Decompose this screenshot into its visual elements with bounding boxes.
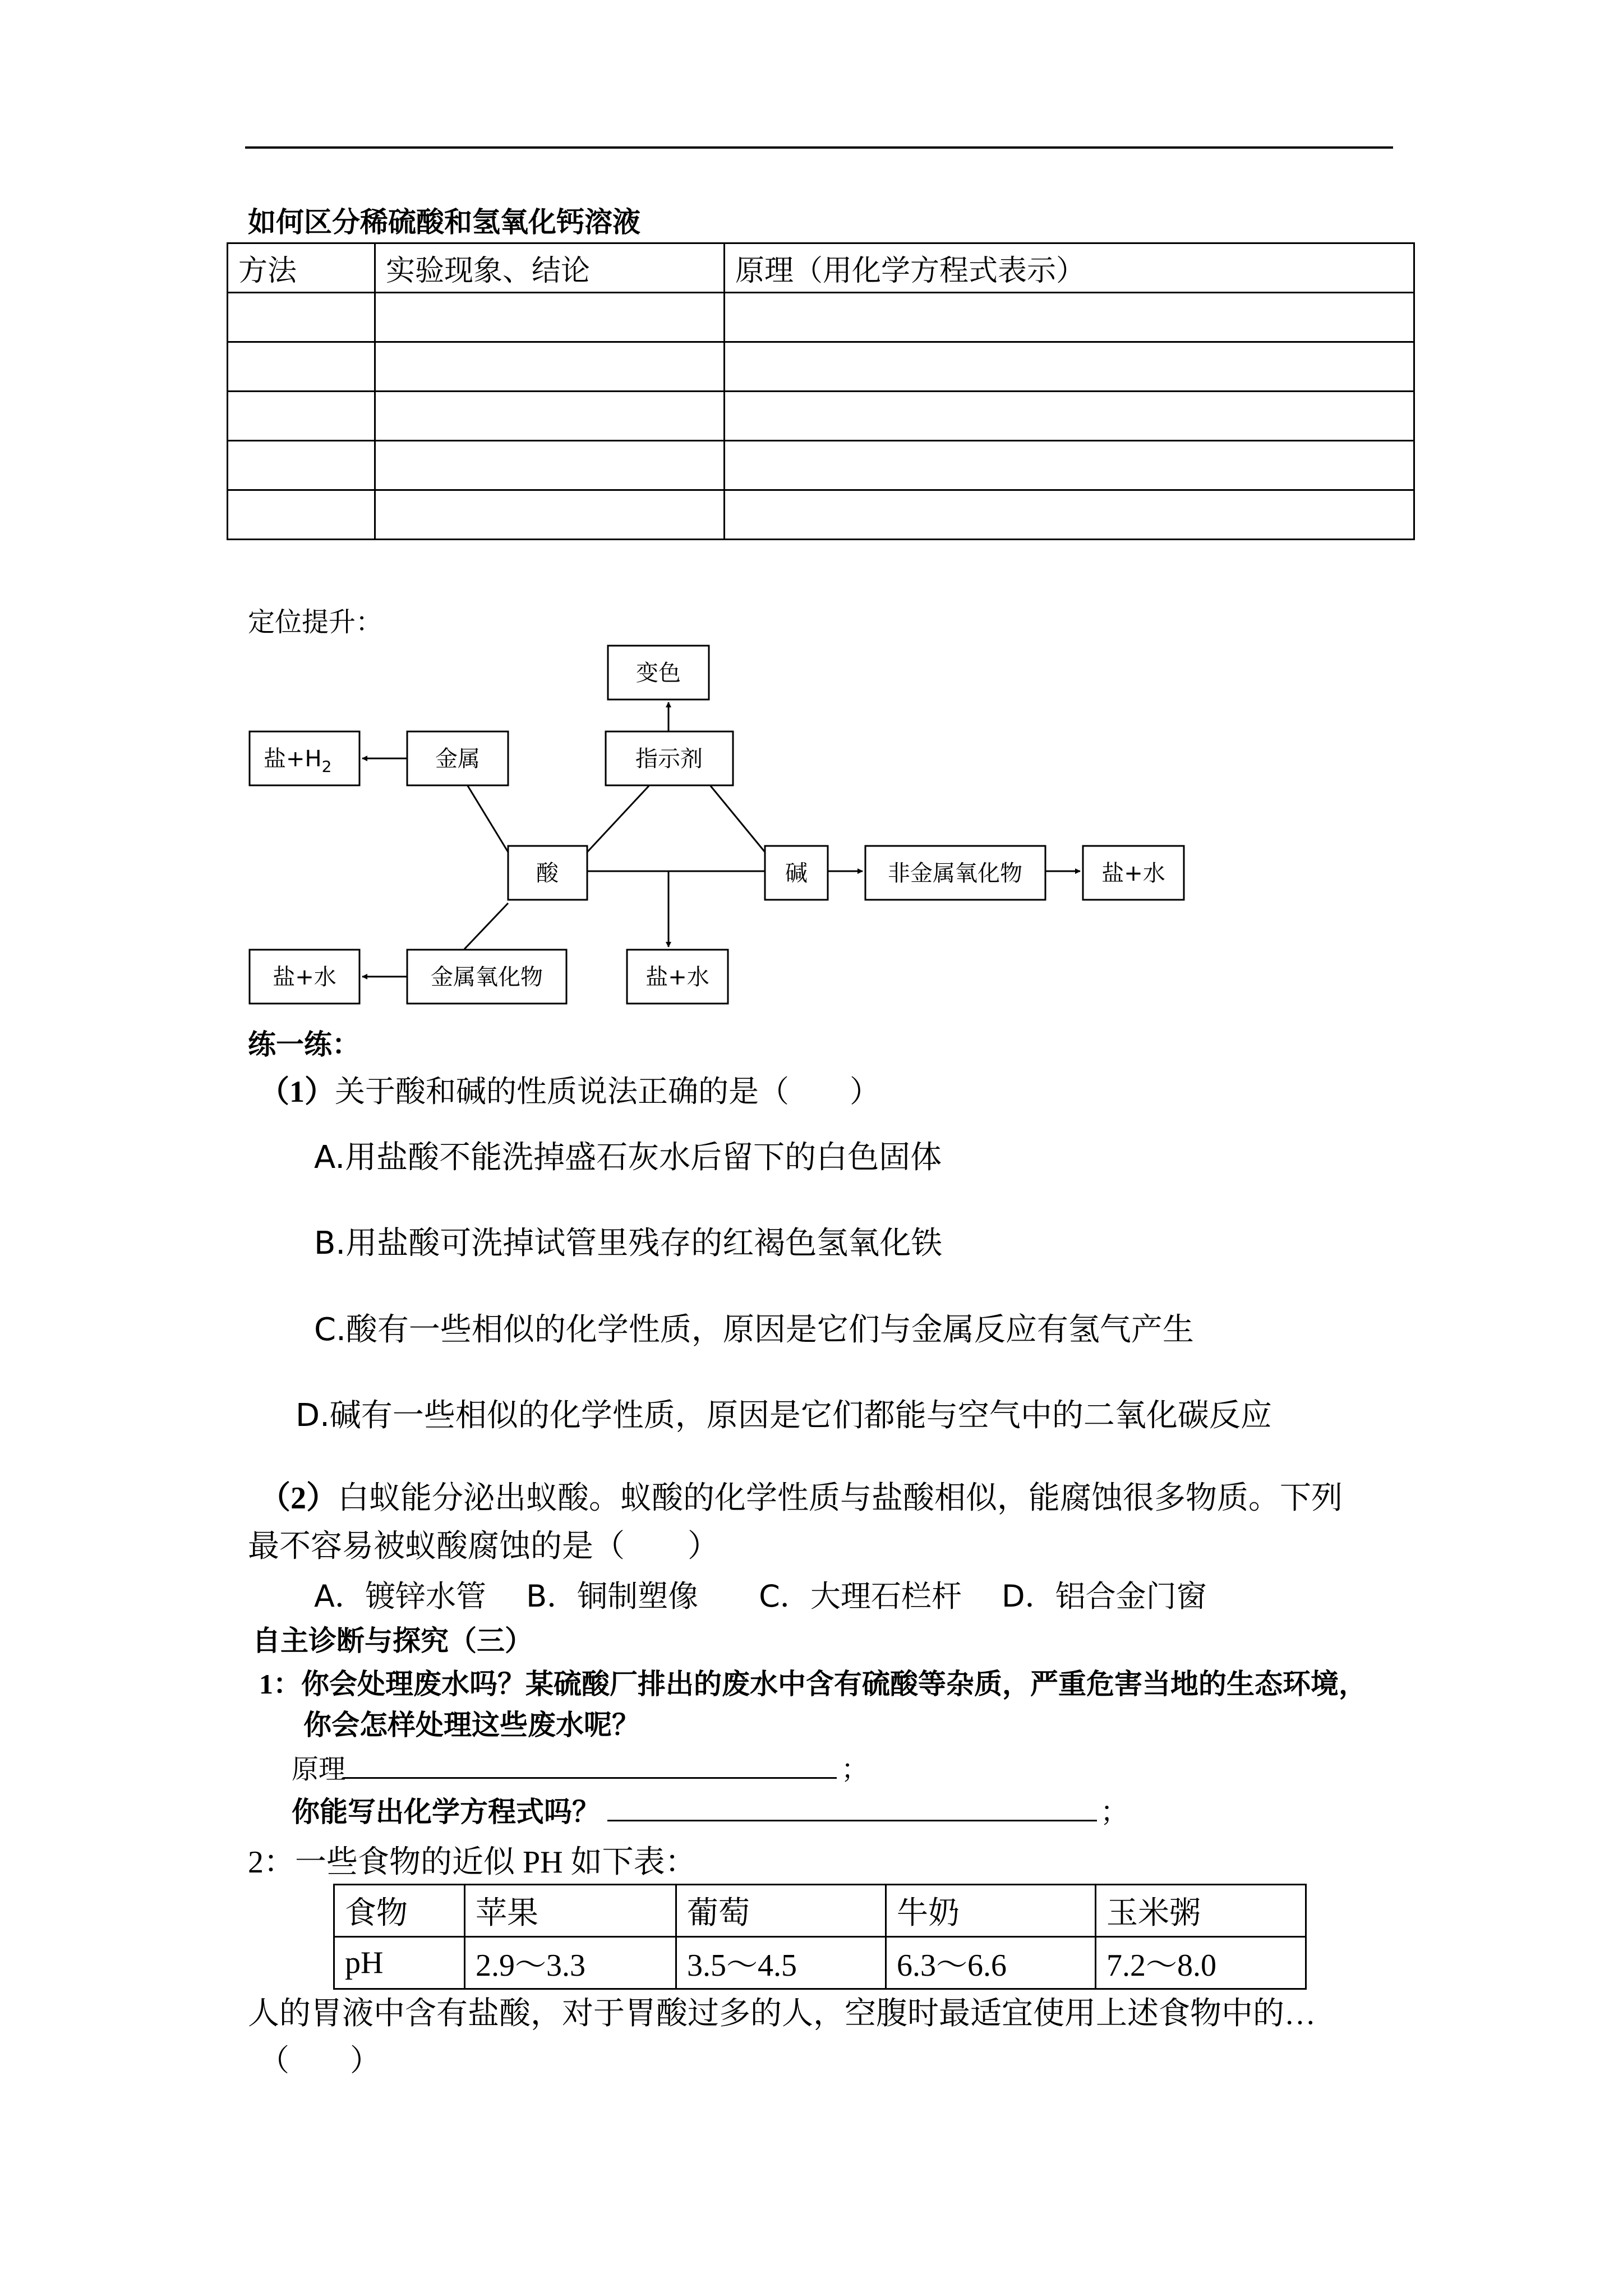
question-stem [259,1662,1367,1702]
option-c[interactable]: C.酸有一些相似的化学性质，原因是它们与金属反应有氢气产生 [314,1312,1194,1348]
punctuation: ； [1100,1796,1128,1828]
principle-answer-blank[interactable] [343,1777,837,1779]
table-row [228,441,1414,490]
table-cell[interactable] [725,293,1414,342]
acid-base-diagram [241,634,1195,1021]
node-label: 盐+水 [273,964,336,990]
question-text: 你会处理废水吗？某硫酸厂排出的废水中含有硫酸等杂质，严重危害当地的生态环境， [301,1668,1367,1700]
table-cell[interactable] [725,441,1414,490]
table-cell[interactable] [228,293,375,342]
node-metal-oxide [407,950,566,1004]
node-indicator [606,731,733,785]
question-number: 1： [259,1668,301,1700]
header-rule [245,146,1393,149]
question-text: 关于酸和碱的性质说法正确的是（ ） [335,1075,880,1108]
equation-answer-blank[interactable] [607,1820,1097,1821]
node-label: 变色 [636,660,681,686]
node-label: 盐+水 [1101,861,1165,886]
table-cell: 3.5～4.5 [676,1937,886,1989]
node-label: 酸 [536,861,559,886]
equation-label: 你能写出化学方程式吗？ [292,1796,600,1828]
question-stem [259,1473,1343,1518]
table-cell: 7.2～8.0 [1096,1937,1306,1989]
node-metal [407,731,508,785]
table-row [228,490,1414,540]
method-table [227,242,1415,540]
table-row [228,293,1414,342]
question-text-line: 你会怎样处理这些废水呢？ [303,1709,640,1741]
table-cell[interactable] [375,342,725,392]
section-title: 自主诊断与探究（三） [252,1625,533,1657]
node-label: 金属 [435,746,480,772]
table-cell[interactable] [375,441,725,490]
section-label: 定位提升： [248,608,383,637]
node-salt-water-right [1083,846,1184,900]
table-row [228,342,1414,392]
question-stem [248,1837,697,1882]
ph-table [333,1884,1307,1990]
principle-label: 原理 [292,1755,346,1784]
node-base [765,846,828,900]
section-title: 如何区分稀硫酸和氢氧化钙溶液 [248,206,640,238]
node-salt-water-bottom [627,950,728,1004]
option-d[interactable]: D.碱有一些相似的化学性质，原因是它们都能与空气中的二氧化碳反应 [296,1397,1272,1434]
table-cell[interactable] [375,293,725,342]
table-cell[interactable] [228,490,375,540]
header-cell: 苹果 [465,1885,676,1937]
table-cell[interactable] [228,392,375,441]
table-cell: 6.3～6.6 [886,1937,1096,1989]
node-nonmetal-oxide [865,846,1045,900]
table-row [228,392,1414,441]
link-acid-indicator [587,786,649,852]
table-header-row [334,1885,1306,1937]
table-cell[interactable] [725,342,1414,392]
header-cell: 原理（用化学方程式表示） [725,243,1414,293]
node-color-change [608,646,709,700]
table-cell[interactable] [228,441,375,490]
svg-text:盐+H2 [264,746,331,776]
node-label: 非金属氧化物 [888,861,1022,886]
node-salt-h2 [250,731,359,785]
header-cell: 葡萄 [676,1885,886,1937]
table-cell[interactable] [725,392,1414,441]
question-text: 一些食物的近似 PH 如下表： [295,1845,697,1880]
table-header-row [228,243,1414,293]
header-cell: 食物 [334,1885,465,1937]
question-options[interactable]: A．镀锌水管 B．铜制塑像 C．大理石栏杆 D．铝合金门窗 [314,1579,1207,1614]
question-text-line: 人的胃液中含有盐酸，对于胃酸过多的人，空腹时最适宜使用上述食物中的… [248,1996,1316,2031]
section-label: 练一练： [248,1029,360,1060]
table-cell[interactable] [725,490,1414,540]
header-cell: 实验现象、结论 [375,243,725,293]
table-cell: 2.9～3.3 [465,1937,676,1989]
question-stem [259,1068,880,1111]
header-cell: 玉米粥 [1096,1885,1306,1937]
header-cell: 方法 [228,243,375,293]
option-a[interactable]: A.用盐酸不能洗掉盛石灰水后留下的白色固体 [314,1139,942,1176]
link-acid-metal-oxide [464,903,508,949]
question-text-line: 最不容易被蚁酸腐蚀的是（ ） [248,1529,719,1564]
link-acid-metal [464,780,508,852]
node-label: 金属氧化物 [431,964,543,990]
punctuation: ； [841,1755,869,1784]
node-salt-water-left [250,950,359,1004]
node-label: 盐+H [264,746,322,772]
question-number: 2： [248,1845,295,1880]
node-label: 指示剂 [635,746,703,772]
table-cell[interactable] [228,342,375,392]
table-cell[interactable] [375,392,725,441]
question-text: 白蚁能分泌出蚁酸。蚁酸的化学性质与盐酸相似，能腐蚀很多物质。下列 [338,1481,1343,1516]
node-label-subscript: 2 [321,757,332,776]
question-number: （2） [259,1481,338,1516]
node-label: 碱 [785,861,808,886]
node-acid [508,846,587,900]
node-label: 盐+水 [645,964,709,990]
question-number: （1） [259,1075,335,1108]
option-b[interactable]: B.用盐酸可洗掉试管里残存的红褐色氢氧化铁 [314,1225,943,1262]
table-cell: pH [334,1937,465,1989]
link-indicator-base [711,786,765,852]
table-cell[interactable] [375,490,725,540]
header-cell: 牛奶 [886,1885,1096,1937]
answer-bracket[interactable]: （ ） [259,2044,380,2077]
table-row [334,1937,1306,1989]
